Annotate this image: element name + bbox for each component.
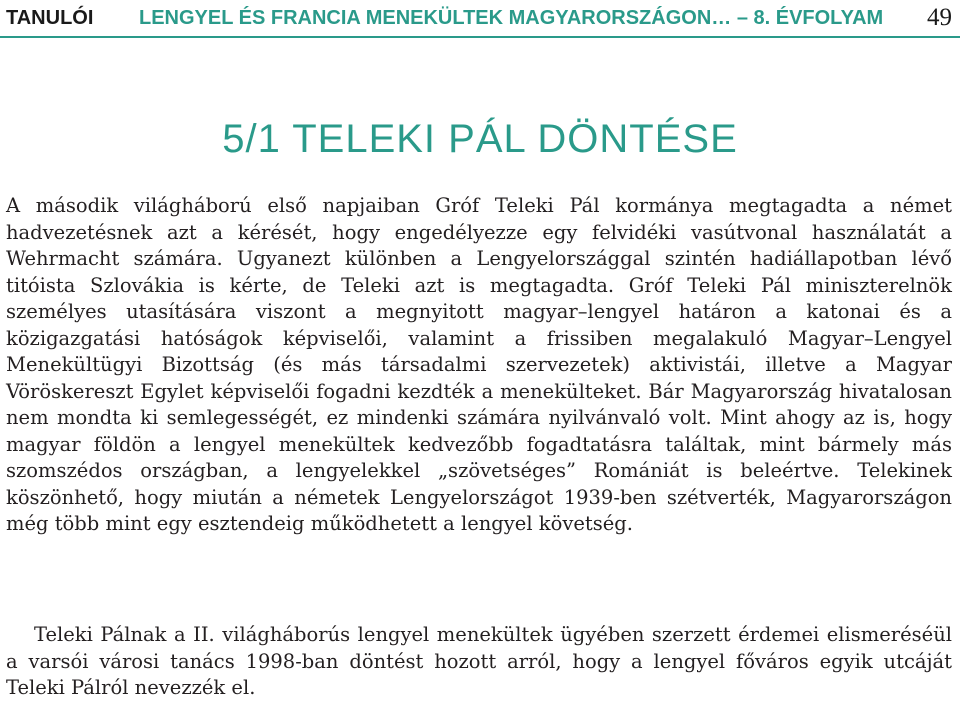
header-chapter-title: LENGYEL ÉS FRANCIA MENEKÜLTEK MAGYARORSZÁGON… – 8. ÉVFOLYAM [139,7,884,29]
body-paragraph: Teleki Pálnak a II. világháborús lengyel menekültek ügyében szerzett érdemei elismeréséül a varsói városi tanács 1998-ban döntést hozott arról, hogy a lengyel főváros egyik utcáját Teleki Pálról nevezzék el. [6,623,952,699]
header-label: TANULÓI [6,7,94,29]
body-paragraph: A második világháború első napjaiban Gróf Teleki Pál kormánya megtagadta a német hadvezetésnek azt a kérését, hogy engedélyezze egy felvidéki vasútvonal használatát a Wehrmacht számára. Ugyanezt különben a Lengyelországgal szintén hadiállapotban lévő titóista Szlovákia is kérte, de Teleki azt is megtagadta. Gróf Teleki Pál miniszterelnök személyes utasítására viszont a megnyitott magyar–lengyel határon a katonai és a közigazgatási hatóságok képviselői, valamint a frissiben megalakuló Magyar–Lengyel Menekültügyi Bizottság (és más társadalmi szervezetek) aktivistái, illetve a Magyar Vöröskereszt Egylet képviselői fogadni kezdték a menekülteket. Bár Magyarország hivatalosan nem mondta ki semlegességét, ez mindenki számára nyilvánvaló volt. Mint ahogy az is, hogy magyar földön a lengyel menekültek kedvezőbb fogadtatásra találtak, mint bármely más szomszédos országban, a lengyelekkel „szövetséges” Romániát is beleértve. Telekinek köszönhető, hogy miután a németek Lengyelországot 1939-ben szétverték, Magyarországon még több mint egy esztendeig működhetett a lengyel követség. [6,194,952,535]
page-title: 5/1 TELEKI PÁL DÖNTÉSE [222,117,738,161]
page-number: 49 [927,4,952,31]
running-header [0,0,960,36]
header-divider [0,36,960,38]
